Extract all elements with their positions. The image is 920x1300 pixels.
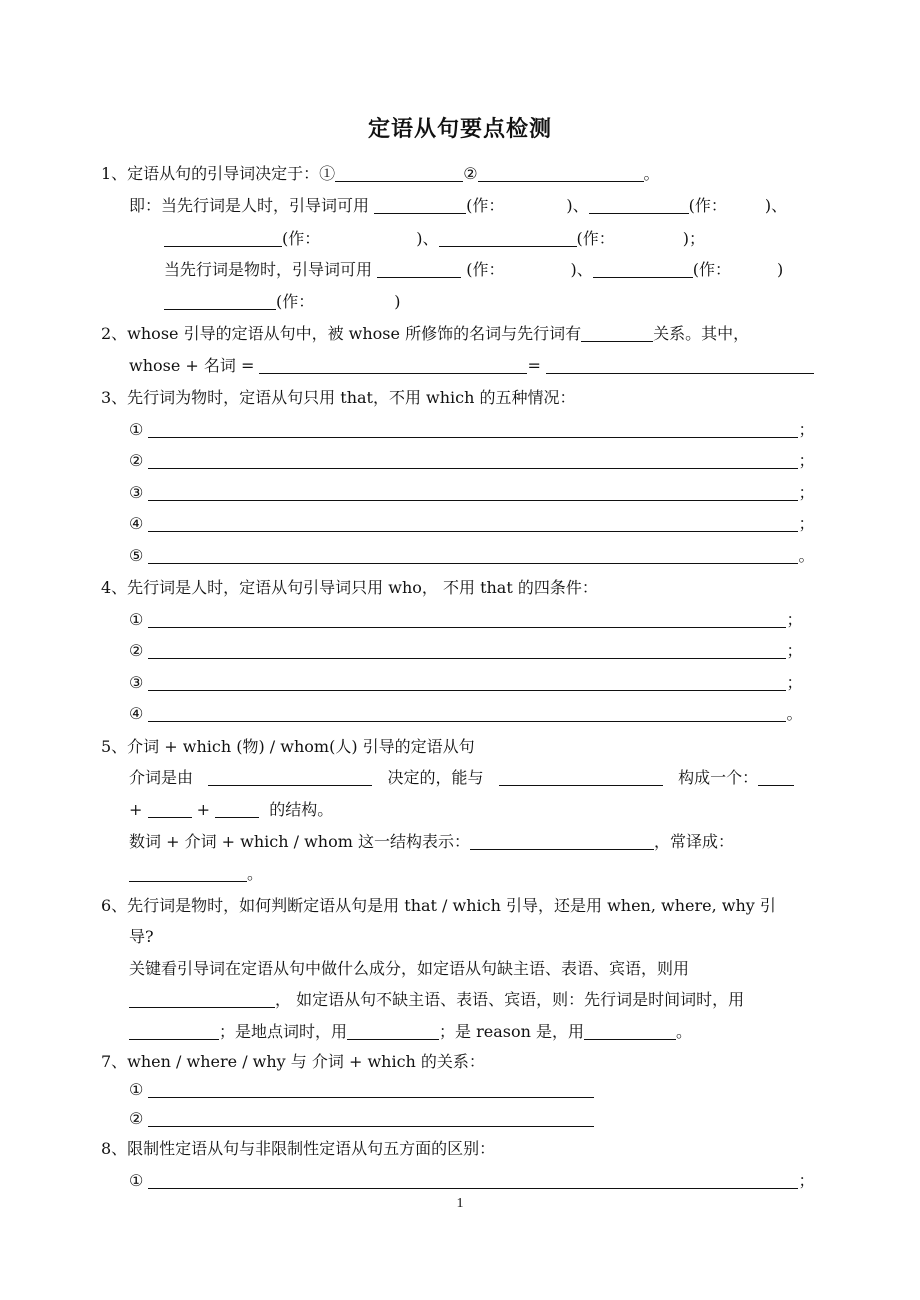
q4-blank-3[interactable] [148,674,786,691]
q4-heading: 4、先行词是人时，定语从句引导词只用 who， 不用 that 的四条件： [101,578,598,597]
q3-item: ② ； [129,451,815,470]
q8-item: ① ； [129,1171,815,1190]
q1-thing-blank-3[interactable] [164,293,276,310]
q3-heading: 3、先行词为物时，定语从句只用 that，不用 which 的五种情况： [101,388,576,407]
q3-item: ⑤ 。 [129,546,815,565]
q1-line1: 1、定语从句的引导词决定于：① ② 。 [101,164,660,183]
q1-person-blank-2[interactable] [589,197,689,214]
q2-blank-1[interactable] [259,357,527,374]
q2-blank-2[interactable] [546,357,814,374]
q8-heading: 8、限制性定语从句与非限制性定语从句五方面的区别： [101,1139,496,1158]
q5-heading: 5、介词 + which (物) / whom(人) 引导的定语从句 [101,737,475,756]
q5-meaning-blank[interactable] [470,833,654,850]
q7-blank-2[interactable] [148,1110,594,1127]
q6-line4: ， 如定语从句不缺主语、表语、宾语，则：先行词是时间词时，用 [129,989,744,1011]
q6-line5: ；是地点词时，用 ；是 reason 是，用 。 [129,1021,692,1043]
q5-line3: + + 的结构。 [129,800,334,819]
q1-line5: (作： ) [164,291,401,313]
q8-blank-1[interactable] [148,1172,798,1189]
q5-structure-blank-1[interactable] [758,769,794,786]
q4-blank-2[interactable] [148,642,786,659]
q1-person-blank-1[interactable] [374,197,466,214]
q3-item: ④ ； [129,514,815,533]
q1-blank-2[interactable] [478,165,644,182]
q1-person-blank-3[interactable] [164,230,282,247]
q4-blank-1[interactable] [148,611,786,628]
q7-blank-1[interactable] [148,1081,594,1098]
page-number: 1 [456,1196,464,1211]
q7-item: ① [129,1079,594,1101]
q1-line3: (作： )、 (作： )； [164,228,705,250]
q1-blank-1[interactable] [335,165,463,182]
q2-line2: whose + 名词 = = [129,355,814,377]
q3-blank-1[interactable] [148,421,798,438]
q4-item: ③ ； [129,673,803,692]
page-title: 定语从句要点检测 [367,117,552,142]
q4-item: ① ； [129,610,803,629]
q5-decided-by-blank[interactable] [208,769,372,786]
q5-line5: 。 [129,863,263,885]
q3-item: ③ ； [129,483,815,502]
q6-pronoun-blank[interactable] [129,991,275,1008]
q4-item: ② ； [129,641,803,660]
q3-blank-2[interactable] [148,452,798,469]
q2-relation-blank[interactable] [581,325,653,342]
q4-item: ④ 。 [129,704,803,723]
q3-item: ① ； [129,420,815,439]
q5-structure-blank-2[interactable] [148,801,192,818]
q7-heading: 7、when / where / why 与 介词 + which 的关系： [101,1052,485,1071]
q1-line2: 即：当先行词是人时，引导词可用 (作： )、 (作： )、 [129,196,788,215]
q5-combine-blank[interactable] [499,769,663,786]
q7-item: ② [129,1108,594,1130]
q5-translation-blank[interactable] [129,865,247,882]
q1-thing-blank-1[interactable] [377,261,461,278]
q5-line2: 介词是由 决定的，能与 构成一个： [129,767,794,789]
q4-blank-4[interactable] [148,705,786,722]
q3-blank-4[interactable] [148,515,798,532]
q6-time-blank[interactable] [129,1023,219,1040]
q3-blank-3[interactable] [148,484,798,501]
q6-line3: 关键看引导词在定语从句中做什么成分，如定语从句缺主语、表语、宾语，则用 [129,959,690,978]
q6-line2: 导? [129,927,154,946]
q1-person-blank-4[interactable] [439,230,577,247]
q5-structure-blank-3[interactable] [215,801,259,818]
q1-line4: 当先行词是物时，引导词可用 (作： )、 (作： ) [164,260,784,279]
q6-reason-blank[interactable] [584,1023,676,1040]
q5-line4: 数词 + 介词 + which / whom 这一结构表示： ，常译成： [129,832,735,851]
q2-line1: 2、whose 引导的定语从句中，被 whose 所修饰的名词与先行词有 关系。其中， [101,324,750,343]
q1-thing-blank-2[interactable] [593,261,693,278]
q3-blank-5[interactable] [148,547,798,564]
q6-place-blank[interactable] [347,1023,439,1040]
q6-heading: 6、先行词是物时，如何判断定语从句是用 that / which 引导，还是用 when, where, why 引 [101,896,776,915]
